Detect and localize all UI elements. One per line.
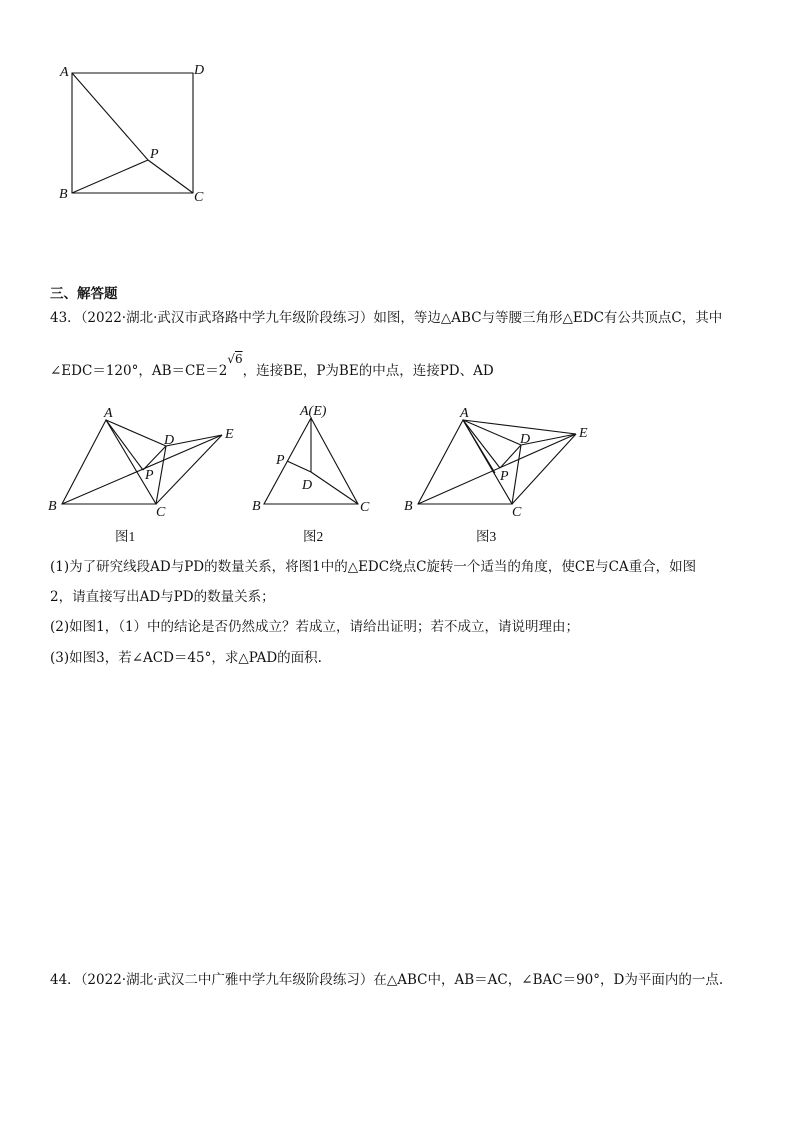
sqrt-symbol: √6 <box>227 352 243 366</box>
fig2-label-b: B <box>252 499 261 514</box>
fig3-label-b: B <box>404 499 413 514</box>
fig3-label-e: E <box>579 426 588 441</box>
figure-3 <box>404 406 588 520</box>
label-b: B <box>59 187 68 202</box>
figure-2 <box>252 404 370 515</box>
fig1-triangle-abc <box>62 420 156 504</box>
fig3-label-a: A <box>460 406 469 421</box>
label-p: P <box>150 147 159 162</box>
fig2-label-ae: A(E) <box>300 404 327 419</box>
fig3-segment-be <box>418 434 576 504</box>
q43-number: 43． <box>50 310 81 326</box>
q43-part1-b: 2，请直接写出AD与PD的数量关系； <box>50 589 275 605</box>
fig2-label-d: D <box>302 478 313 493</box>
q43-part3: (3)如图3，若∠ACD＝45°，求△PAD的面积. <box>50 650 322 666</box>
fig1-label-c: C <box>156 505 166 520</box>
fig2-segment-dc <box>311 472 358 504</box>
fig2-caption: 图2 <box>303 529 324 544</box>
fig1-label-a: A <box>104 406 113 421</box>
fig1-label-p: P <box>145 468 154 483</box>
fig3-segment-ap <box>463 420 500 468</box>
fig3-label-d: D <box>520 432 531 447</box>
figure-1 <box>48 406 234 520</box>
label-c: C <box>194 190 204 205</box>
q43-line2-rest: ，连接BE，P为BE的中点，连接PD、AD <box>242 363 494 379</box>
label-d: D <box>194 63 205 78</box>
fig3-triangle-abc <box>418 420 512 504</box>
fig1-label-d: D <box>164 433 175 448</box>
q43-line1-rest: 如图，等边△ABC与等腰三角形△EDC有公共顶点C，其中 <box>373 310 723 326</box>
section-heading: 三、解答题 <box>50 286 118 302</box>
fig3-caption: 图3 <box>476 529 497 544</box>
q43-part2: (2)如图1，（1）中的结论是否仍然成立？若成立，请给出证明；若不成立，请说明理由； <box>50 619 580 635</box>
label-a: A <box>60 65 69 80</box>
fig1-label-e: E <box>225 427 234 442</box>
q43-figures <box>0 0 800 560</box>
sqrt-arg: 6 <box>234 352 243 366</box>
fig2-label-p: P <box>276 453 285 468</box>
q43-source: （2022·湖北·武汉市武珞路中学九年级阶段练习） <box>80 310 374 326</box>
q43-part1-a: (1)为了研究线段AD与PD的数量关系，将图1中的△EDC绕点C旋转一个适当的角度，使CE与CA重合，如图 <box>50 559 697 575</box>
fig1-label-b: B <box>48 499 57 514</box>
q44-line <box>50 971 723 989</box>
q43-line2-text: ∠EDC＝120°，AB＝CE＝2 <box>50 363 228 379</box>
fig3-label-c: C <box>512 505 522 520</box>
fig1-caption: 图1 <box>115 529 136 544</box>
fig3-segment-ac-inner <box>463 420 495 473</box>
q44-number: 44． <box>50 972 81 988</box>
fig2-label-c: C <box>360 500 370 515</box>
fig2-segment-pd <box>287 461 311 472</box>
fig3-label-p: P <box>500 469 509 484</box>
q44-text: （2022·湖北·武汉二中广雅中学九年级阶段练习）在△ABC中，AB＝AC，∠BAC＝90°，D为平面内的一点. <box>80 972 724 988</box>
